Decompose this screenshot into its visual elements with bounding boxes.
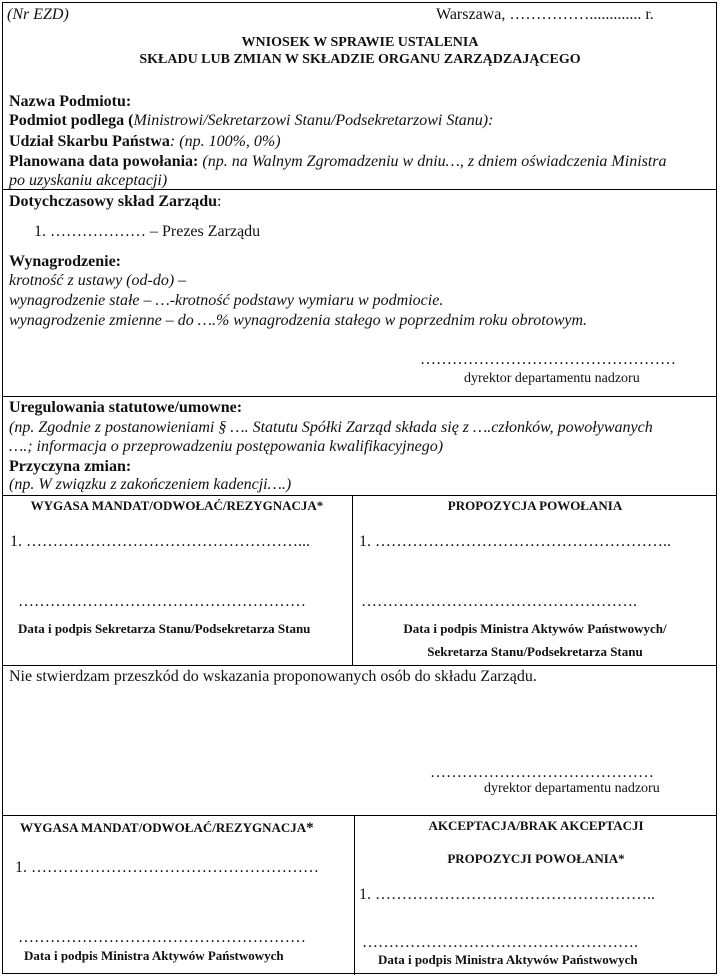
expire-mandate-title-2 xyxy=(20,821,314,836)
expire-mandate-title: WYGASA MANDAT/ODWOŁAĆ/REZYGNACJA* xyxy=(30,498,324,513)
signature-caption-right-1: Data i podpis Ministra Aktywów Państwowych/ xyxy=(403,621,667,636)
treasury-label: Udział Skarbu Państwa xyxy=(9,133,170,150)
remuneration-line-3: wynagrodzenie zmienne – do ….% wynagrodzenia stałego w poprzednim roku obrotowym. xyxy=(9,312,588,329)
remuneration-line-2: wynagrodzenie stałe – …-krotność podstawy wymiaru w podmiocie. xyxy=(9,292,444,309)
divider xyxy=(3,815,716,816)
acceptance-title-2: PROPOZYCJI POWOŁANIA* xyxy=(447,851,625,866)
board-colon: : xyxy=(217,193,222,210)
planned-date-label: Planowana data powołania: xyxy=(9,153,199,170)
expire-mandate-2-item-1: 1. ……………………………………………… xyxy=(15,859,319,876)
remuneration-line-1: krotność z ustawy (od-do) – xyxy=(9,272,187,289)
appointment-proposal-item-1: 1. ……………………………………………….. xyxy=(359,533,671,550)
statute-hint-1: (np. Zgodnie z postanowieniami § …. Statutu Spółki Zarząd składa się z ….członków, powoływanych xyxy=(9,419,653,436)
column-divider xyxy=(354,815,355,975)
remuneration-label: Wynagrodzenie: xyxy=(9,253,121,270)
treasury-row xyxy=(9,134,281,150)
director-signature-line-2: …………………………………… xyxy=(430,764,654,781)
minister-signature-line-left: ……………………………………………… xyxy=(18,929,306,946)
subordination-label: Podmiot podlega ( xyxy=(9,112,134,129)
minister-signature-caption-right: Data i podpis Ministra Aktywów Państwowych xyxy=(378,952,638,967)
acceptance-title-1: AKCEPTACJA/BRAK AKCEPTACJI xyxy=(428,818,644,833)
reason-label: Przyczyna zmian: xyxy=(9,458,132,475)
appointment-proposal-title: PROPOZYCJA POWOŁANIA xyxy=(447,498,623,513)
divider xyxy=(3,665,716,666)
director-signature-caption: dyrektor departamentu nadzoru xyxy=(464,371,640,386)
board-row xyxy=(9,194,221,210)
divider xyxy=(3,495,716,496)
board-label: Dotychczasowy skład Zarządu xyxy=(9,193,218,210)
document-number: (Nr EZD) xyxy=(7,6,69,23)
expire-mandate-title-2-text: WYGASA MANDAT/ODWOŁAĆ/REZYGNACJA xyxy=(20,820,307,835)
minister-signature-caption-left: Data i podpis Ministra Aktywów Państwowych xyxy=(24,948,284,963)
no-obstacles-statement: Nie stwierdzam przeszkód do wskazania proponowanych osób do składu Zarządu. xyxy=(9,668,537,685)
subordination-hint: Ministrowi/Sekretarzowi Stanu/Podsekretarzowi Stanu): xyxy=(133,112,494,129)
divider xyxy=(3,189,716,190)
expire-mandate-item-1: 1. ……………………………………………... xyxy=(10,533,310,550)
planned-date-hint: (np. na Walnym Zgromadzeniu w dniu…, z dniem oświadczenia Ministra xyxy=(198,153,667,170)
acceptance-item-1: 1. …………………………………………….. xyxy=(359,886,655,903)
document-subtitle: SKŁADU LUB ZMIAN W SKŁADZIE ORGANU ZARZĄDZAJĄCEGO xyxy=(139,52,581,67)
signature-line-right: ……………………………………………. xyxy=(361,593,637,610)
director-signature-line: ………………………………………… xyxy=(420,351,676,368)
signature-line-left: ……………………………………………… xyxy=(18,593,306,610)
subordination-row xyxy=(9,113,493,129)
entity-name-label: Nazwa Podmiotu: xyxy=(9,93,132,110)
column-divider xyxy=(352,495,353,665)
director-signature-caption-2: dyrektor departamentu nadzoru xyxy=(484,781,660,796)
signature-caption-left: Data i podpis Sekretarza Stanu/Podsekretarza Stanu xyxy=(18,621,311,636)
board-member-1: 1. ……………… – Prezes Zarządu xyxy=(34,223,261,240)
planned-date-hint-2: po uzyskaniu akceptacji) xyxy=(9,172,168,189)
planned-date-row xyxy=(9,154,667,170)
document-title: WNIOSEK W SPRAWIE USTALENIA xyxy=(241,35,479,50)
signature-caption-right-2: Sekretarza Stanu/Podsekretarza Stanu xyxy=(427,644,643,659)
divider xyxy=(3,396,716,397)
treasury-hint: : (np. 100%, 0%) xyxy=(169,133,281,150)
minister-signature-line-right: ……………………………………………. xyxy=(362,934,638,951)
statute-hint-2: ….; informacja o przeprowadzeniu postępowania kwalifikacyjnego) xyxy=(9,438,444,455)
asterisk: * xyxy=(306,820,314,836)
place-date: Warszawa, ……………............. r. xyxy=(436,6,654,23)
reason-hint: (np. W związku z zakończeniem kadencji….) xyxy=(9,476,292,493)
statute-label: Uregulowania statutowe/umowne: xyxy=(9,399,243,416)
